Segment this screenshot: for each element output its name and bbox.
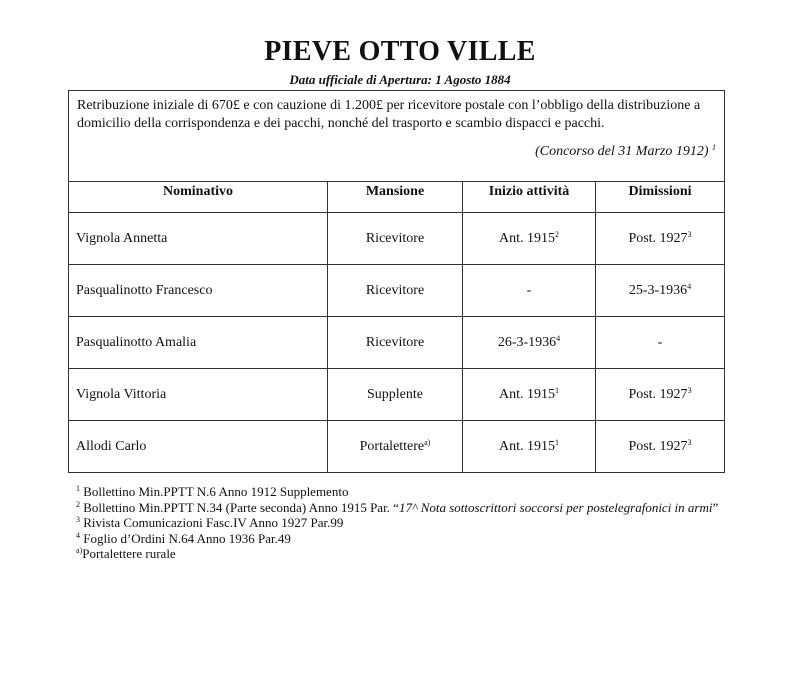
cell-mansione-text: Ricevitore bbox=[365, 334, 425, 350]
cell-mansione bbox=[328, 421, 463, 473]
cell-inizio bbox=[463, 213, 596, 265]
footnote-text: Bollettino Min.PPTT N.6 Anno 1912 Supplemento bbox=[83, 484, 349, 499]
table-row bbox=[69, 213, 725, 265]
footnote-mark: 4 bbox=[76, 530, 80, 540]
column-header-inizio: Inizio attività bbox=[463, 182, 596, 213]
cell-dimissioni-text: Post. 1927 bbox=[628, 438, 688, 454]
footnote-closing-quote: ” bbox=[712, 499, 719, 515]
cell-mansione bbox=[328, 265, 463, 317]
table-row bbox=[69, 317, 725, 369]
cell-inizio-text: 26-3-1936 bbox=[497, 334, 557, 350]
footnote-mark: 2 bbox=[76, 499, 80, 509]
footnote-mark: 1 bbox=[76, 484, 80, 493]
cell-mansione bbox=[328, 369, 463, 421]
cell-dimissioni bbox=[596, 421, 725, 473]
footnote-ref: 4 bbox=[556, 333, 561, 343]
cell-nominativo bbox=[69, 317, 328, 369]
footnote-ref: a) bbox=[424, 437, 431, 447]
cell-mansione bbox=[328, 213, 463, 265]
footnote-ref: 3 bbox=[687, 437, 692, 447]
cell-nominativo-text: Allodi Carlo bbox=[76, 438, 147, 454]
table-header-row bbox=[69, 182, 725, 213]
cell-dimissioni bbox=[596, 317, 725, 369]
footnote-item bbox=[76, 500, 736, 516]
footnote-ref: 2 bbox=[555, 229, 559, 239]
table-row bbox=[69, 265, 725, 317]
footnote-item bbox=[76, 515, 736, 531]
cell-dimissioni bbox=[596, 265, 725, 317]
column-header-mansione: Mansione bbox=[328, 182, 463, 213]
cell-nominativo bbox=[69, 421, 328, 473]
concorso-text: (Concorso del 31 Marzo 1912) bbox=[535, 144, 709, 159]
cell-inizio-text: Ant. 1915 bbox=[499, 230, 555, 246]
footnote-mark: 3 bbox=[76, 515, 80, 524]
cell-nominativo-text: Vignola Annetta bbox=[76, 230, 168, 246]
cell-nominativo bbox=[69, 213, 328, 265]
cell-inizio-text: Ant. 1915 bbox=[499, 438, 555, 454]
cell-dimissioni-text: Post. 1927 bbox=[628, 230, 688, 246]
cell-inizio bbox=[463, 369, 596, 421]
table-row bbox=[69, 369, 725, 421]
cell-dimissioni bbox=[596, 213, 725, 265]
page-title: PIEVE OTTO VILLE bbox=[264, 36, 536, 67]
footnote-text: Rivista Comunicazioni Fasc.IV Anno 1927 Par.99 bbox=[83, 515, 344, 530]
footnote-ref: 3 bbox=[687, 229, 692, 239]
footnote-text: Bollettino Min.PPTT N.34 (Parte seconda) Anno 1915 Par. “ bbox=[83, 499, 399, 515]
cell-mansione bbox=[328, 317, 463, 369]
cell-nominativo bbox=[69, 265, 328, 317]
cell-nominativo-text: Pasqualinotto Francesco bbox=[76, 282, 213, 298]
cell-dimissioni-text: Post. 1927 bbox=[628, 386, 688, 402]
footnotes bbox=[76, 484, 736, 562]
column-header-dimissioni: Dimissioni bbox=[596, 182, 725, 213]
page-subtitle: Data ufficiale di Apertura: 1 Agosto 1884 bbox=[289, 72, 511, 87]
cell-nominativo bbox=[69, 369, 328, 421]
footnote-item bbox=[76, 546, 736, 562]
footnote-text: Portalettere rurale bbox=[82, 546, 176, 561]
cell-mansione-text: Supplente bbox=[367, 386, 423, 402]
column-header-nominativo: Nominativo bbox=[69, 182, 328, 213]
footnote-text: Foglio d’Ordini N.64 Anno 1936 Par.49 bbox=[83, 530, 291, 546]
cell-mansione-text: Ricevitore bbox=[365, 230, 425, 246]
cell-dimissioni bbox=[596, 369, 725, 421]
footnote-ref: 4 bbox=[687, 281, 692, 291]
cell-inizio-text: Ant. 1915 bbox=[499, 386, 555, 402]
footnote-item bbox=[76, 484, 736, 500]
staff-table bbox=[68, 90, 725, 473]
cell-nominativo-text: Pasqualinotto Amalia bbox=[76, 334, 197, 350]
concorso-note bbox=[77, 143, 716, 161]
cell-mansione-text: Ricevitore bbox=[365, 282, 425, 298]
footnote-ref: 3 bbox=[687, 385, 692, 395]
intro-text: Retribuzione iniziale di 670£ e con cauzione di 1.200£ per ricevitore postale con l’obbligo della distribuzione a domicilio della corrispondenza e dei pacchi, nonché del trasporto e scambio dispacci e pacchi. bbox=[77, 98, 701, 131]
cell-dimissioni-text: 25-3-1936 bbox=[628, 282, 688, 298]
table-row bbox=[69, 421, 725, 473]
concorso-footnote-ref: 1 bbox=[712, 143, 716, 152]
cell-nominativo-text: Vignola Vittoria bbox=[76, 386, 167, 402]
cell-dimissioni-text: - bbox=[657, 334, 663, 350]
cell-inizio-text: - bbox=[526, 282, 532, 298]
footnote-ref: 1 bbox=[555, 385, 559, 395]
cell-inizio bbox=[463, 317, 596, 369]
footnote-italic-text: 17^ Nota sottoscrittori soccorsi per postelegrafonici in armi bbox=[398, 499, 713, 515]
intro-row bbox=[69, 91, 725, 182]
cell-inizio bbox=[463, 421, 596, 473]
footnote-ref: 1 bbox=[555, 437, 559, 447]
footnote-item bbox=[76, 531, 736, 547]
cell-inizio bbox=[463, 265, 596, 317]
cell-mansione-text: Portalettere bbox=[359, 438, 425, 454]
footnote-mark: a) bbox=[76, 546, 83, 555]
intro-cell bbox=[69, 91, 725, 182]
